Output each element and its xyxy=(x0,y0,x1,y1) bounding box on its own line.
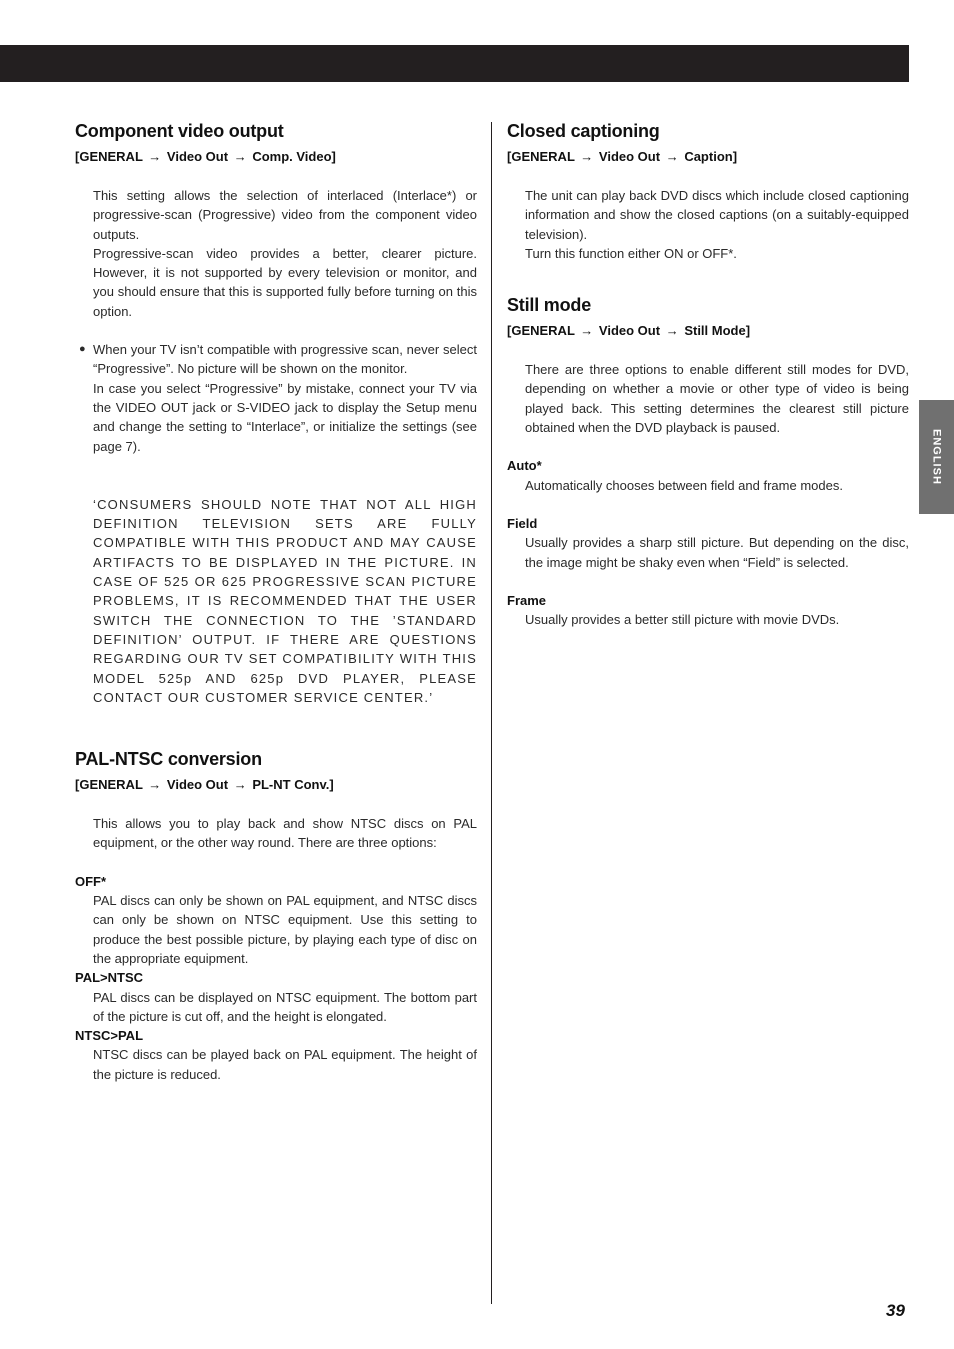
arrow-right-icon: → xyxy=(665,149,679,164)
menu-path: [GENERAL → Video Out → Still Mode] xyxy=(507,323,751,339)
option-text: Automatically chooses between field and frame modes. xyxy=(525,477,843,493)
header-bar xyxy=(0,45,909,82)
arrow-right-icon: → xyxy=(148,777,162,793)
option-label: Auto* xyxy=(507,458,542,474)
language-tab xyxy=(919,400,954,514)
paragraph: This allows you to play back and show NTSC discs on PAL equipment, or the other way round. There are three options: xyxy=(93,816,477,851)
consumer-notice: ‘CONSUMERS SHOULD NOTE THAT NOT ALL HIGH DEFINITION TELEVISION SETS ARE FULLY COMPATIBLE WITH THIS PRODUCT AND MAY CAUSE ARTIFACTS TO BE DISPLAYED IN THE PICTURE. IN CASE OF 525 OR 625 PROGRESSIVE SCAN PICTURE PROBLEMS, IT IS RECOMMENDED THAT THE USER SWITCH THE CONNECTION TO THE ’STANDARD DEFINITION’ OUTPUT. IF THERE ARE QUESTIONS REGARDING OUR TV SET COMPATIBILITY WITH THIS MODEL 525p AND 625p DVD PLAYER, PLEASE CONTACT OUR CUSTOMER SERVICE CENTER.’ xyxy=(93,496,477,705)
left-column xyxy=(75,119,477,1084)
paragraph: In case you select “Progressive” by mistake, connect your TV via the VIDEO OUT jack or S-VIDEO jack to display the Setup menu and change the setting to “Interlace”, or initialize the settings (see page 7). xyxy=(93,380,477,454)
arrow-right-icon: → xyxy=(233,149,247,164)
right-column xyxy=(507,119,909,629)
menu-path: [GENERAL → Video Out → Comp. Video] xyxy=(75,149,336,164)
section-title: Component video output xyxy=(75,121,284,141)
option-label: OFF* xyxy=(75,873,107,889)
paragraph: This setting allows the selection of interlaced (Interlace*) or progressive-scan (Progressive) video from the component video outputs. xyxy=(93,188,477,242)
menu-path: [GENERAL → Video Out → PL-NT Conv.] xyxy=(75,777,334,793)
section-component-video-output xyxy=(75,119,477,707)
section-title: Still mode xyxy=(507,295,592,316)
arrow-right-icon: → xyxy=(580,149,594,164)
option-label: NTSC>PAL xyxy=(75,1028,144,1044)
paragraph: There are three options to enable different still modes for DVD, depending on whether a movie or other type of video is being played back. This setting determines the clearest still picture obtained when the DVD playback is paused. xyxy=(525,362,909,436)
paragraph: The unit can play back DVD discs which include closed captioning information and show the closed captions (on a suitably-equipped television). xyxy=(525,188,909,242)
section-still-mode xyxy=(507,293,909,629)
section-pal-ntsc-conversion xyxy=(75,747,477,1084)
bullet-icon: ● xyxy=(79,343,86,356)
menu-path: [GENERAL → Video Out → Caption] xyxy=(507,149,738,164)
page-number: 39 xyxy=(886,1301,905,1320)
option-text: PAL discs can be displayed on NTSC equipment. The bottom part of the picture is cut off, and the height is elongated. xyxy=(93,989,477,1024)
arrow-right-icon: → xyxy=(665,323,679,339)
section-title: Closed captioning xyxy=(507,121,660,141)
arrow-right-icon: → xyxy=(148,149,162,164)
section-closed-captioning xyxy=(507,119,909,263)
option-text: NTSC discs can be played back on PAL equipment. The height of the picture is reduced. xyxy=(93,1047,477,1082)
paragraph: When your TV isn’t compatible with progressive scan, never select “Progressive”. No picture will be shown on the monitor. xyxy=(93,342,477,377)
arrow-right-icon: → xyxy=(233,777,247,793)
bullet-note xyxy=(75,340,477,456)
section-title: PAL-NTSC conversion xyxy=(75,749,262,770)
arrow-right-icon: → xyxy=(580,323,594,339)
option-label: Frame xyxy=(507,592,547,608)
language-tab-label: ENGLISH xyxy=(930,429,943,485)
paragraph: Turn this function either ON or OFF*. xyxy=(525,245,737,261)
paragraph: Progressive-scan video provides a better, clearer picture. However, it is not supported by every television or monitor, and you should ensure that this is supported fully before turning on this option. xyxy=(93,245,477,319)
option-label: Field xyxy=(507,515,538,531)
option-text: PAL discs can only be shown on PAL equipment, and NTSC discs can only be shown on NTSC equipment. Use this setting to produce the best possible picture, by playing each type of disc on the appropriate equipment. xyxy=(93,893,477,966)
option-text: Usually provides a better still picture with movie DVDs. xyxy=(525,612,840,628)
option-label: PAL>NTSC xyxy=(75,970,144,986)
column-divider xyxy=(491,122,492,1304)
option-text: Usually provides a sharp still picture. But depending on the disc, the image might be shaky even when “Field” is selected. xyxy=(525,535,909,570)
